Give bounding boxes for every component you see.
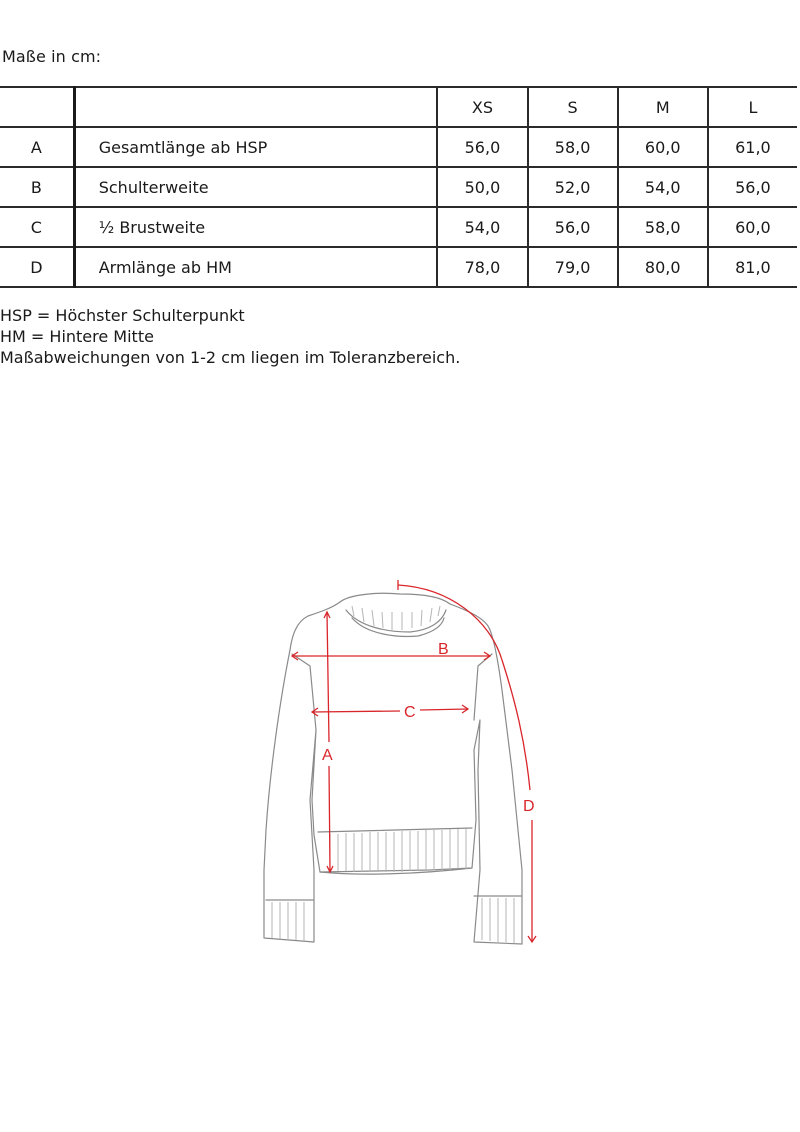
measure-a-upper bbox=[327, 612, 329, 742]
header-size-xs: XS bbox=[437, 87, 527, 127]
header-size-m: M bbox=[618, 87, 708, 127]
row-label: Armlänge ab HM bbox=[74, 247, 437, 287]
row-value-l: 81,0 bbox=[708, 247, 797, 287]
note-tolerance: Maßabweichungen von 1-2 cm liegen im Toleranzbereich. bbox=[0, 348, 461, 367]
table-row bbox=[0, 207, 797, 247]
row-value-s: 58,0 bbox=[528, 127, 618, 167]
row-code: B bbox=[0, 167, 74, 207]
row-value-m: 80,0 bbox=[618, 247, 708, 287]
measurement-labels bbox=[322, 641, 535, 815]
label-b: B bbox=[438, 641, 449, 658]
row-value-m: 60,0 bbox=[618, 127, 708, 167]
measure-c-left bbox=[312, 711, 400, 712]
row-value-xs: 78,0 bbox=[437, 247, 527, 287]
row-value-l: 60,0 bbox=[708, 207, 797, 247]
size-table bbox=[0, 86, 797, 288]
row-value-m: 58,0 bbox=[618, 207, 708, 247]
row-value-xs: 56,0 bbox=[437, 127, 527, 167]
row-value-xs: 54,0 bbox=[437, 207, 527, 247]
note-hm: HM = Hintere Mitte bbox=[0, 327, 154, 346]
sweater-illustration bbox=[240, 570, 560, 950]
table-header-row bbox=[0, 87, 797, 127]
table-row bbox=[0, 167, 797, 207]
header-cell-code bbox=[0, 87, 74, 127]
header-size-l: L bbox=[708, 87, 797, 127]
row-value-s: 52,0 bbox=[528, 167, 618, 207]
table-row bbox=[0, 247, 797, 287]
notes bbox=[0, 305, 460, 368]
header-cell-label bbox=[74, 87, 437, 127]
page-title: Maße in cm: bbox=[2, 47, 102, 66]
row-value-s: 56,0 bbox=[528, 207, 618, 247]
note-hsp: HSP = Höchster Schulterpunkt bbox=[0, 306, 245, 325]
row-code: C bbox=[0, 207, 74, 247]
measure-a-lower bbox=[329, 766, 330, 872]
row-code: A bbox=[0, 127, 74, 167]
row-label: Schulterweite bbox=[74, 167, 437, 207]
label-d: D bbox=[523, 798, 535, 815]
row-label: ½ Brustweite bbox=[74, 207, 437, 247]
row-value-m: 54,0 bbox=[618, 167, 708, 207]
row-label: Gesamtlänge ab HSP bbox=[74, 127, 437, 167]
label-c: C bbox=[404, 704, 416, 721]
row-value-l: 61,0 bbox=[708, 127, 797, 167]
sweater-sketch-icon bbox=[264, 593, 522, 944]
row-value-s: 79,0 bbox=[528, 247, 618, 287]
header-size-s: S bbox=[528, 87, 618, 127]
row-value-xs: 50,0 bbox=[437, 167, 527, 207]
row-code: D bbox=[0, 247, 74, 287]
label-a: A bbox=[322, 747, 333, 764]
table-row bbox=[0, 127, 797, 167]
row-value-l: 56,0 bbox=[708, 167, 797, 207]
